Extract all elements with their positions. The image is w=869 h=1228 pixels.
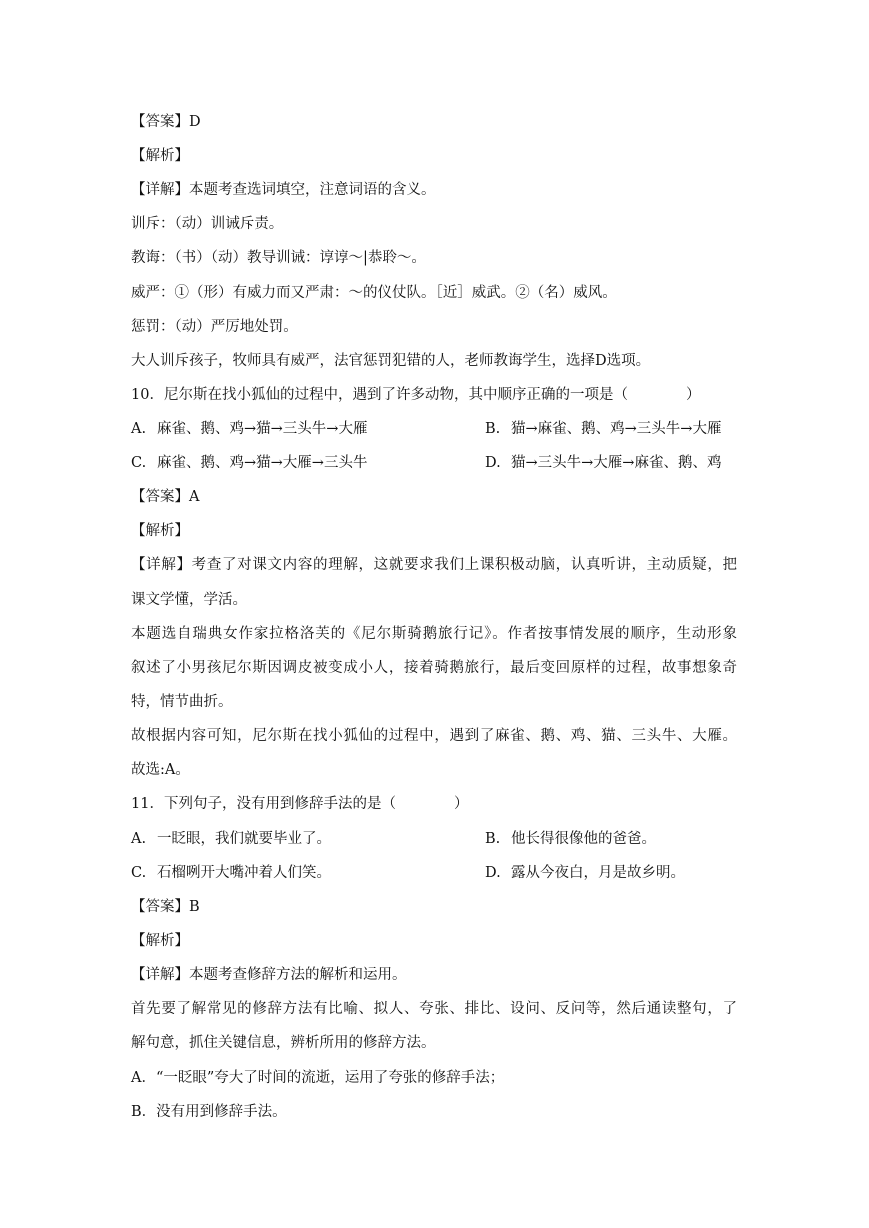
definition-line: 威严：①（形）有威力而又严肃：～的仪仗队。［近］威武。②（名）威风。 [131, 285, 617, 301]
option-label: A. [131, 421, 147, 437]
answer-line: 【答案】A [131, 489, 200, 505]
option-text: 麻雀、鹅、鸡→猫→大雁→三头牛 [157, 455, 368, 471]
detail-line: A．“一眨眼”夸大了时间的流逝，运用了夸张的修辞手法； [131, 1070, 505, 1086]
option-label: A. [131, 831, 147, 847]
q10-option-b [485, 419, 721, 439]
option-text: 一眨眼，我们就要毕业了。 [157, 831, 331, 847]
option-text: 他长得很像他的爸爸。 [511, 831, 656, 847]
detail-line: 故根据内容可知，尼尔斯在找小狐仙的过程中，遇到了麻雀、鹅、鸡、猫、三头牛、大雁。 [131, 728, 737, 744]
detail-line: 首先要了解常见的修辞方法有比喻、拟人、夸张、排比、设问、反问等，然后通读整句，了 [131, 1001, 737, 1017]
detail-line: 特，情节曲折。 [131, 694, 233, 710]
detail-line: 叙述了小男孩尼尔斯因调皮被变成小人，接着骑鹅旅行，最后变回原样的过程，故事想象奇 [131, 660, 737, 676]
analysis-heading: 【解析】 [131, 933, 189, 949]
detail-line: B．没有用到修辞手法。 [131, 1104, 287, 1120]
choice-line: 故选:A。 [131, 762, 190, 778]
detail-line: 课文学懂，学活。 [131, 592, 247, 608]
option-text: 猫→三头牛→大雁→麻雀、鹅、鸡 [511, 455, 722, 471]
option-label: C. [131, 865, 147, 881]
option-label: D. [485, 455, 501, 471]
conclusion-line: 大人训斥孩子，牧师具有威严，法官惩罚犯错的人，老师教诲学生，选择D选项。 [131, 353, 651, 369]
detail-line: 【详解】本题考查选词填空，注意词语的含义。 [131, 182, 436, 198]
option-label: C. [131, 455, 147, 471]
option-label: B. [485, 421, 501, 437]
option-label: B. [485, 831, 501, 847]
definition-line: 惩罚：（动）严厉地处罚。 [131, 319, 298, 335]
definition-line: 教诲：（书）（动）教导训诫：谆谆～|恭聆～。 [131, 250, 426, 266]
q11-option-d [485, 863, 685, 883]
q10-option-c [131, 453, 367, 473]
q11-option-b [485, 829, 656, 849]
detail-line: 【详解】考查了对课文内容的理解，这就要求我们上课积极动脑，认真听讲，主动质疑，把 [131, 557, 737, 573]
q10-option-d [485, 453, 721, 473]
answer-line: 【答案】D [131, 114, 201, 130]
analysis-heading: 【解析】 [131, 148, 189, 164]
q11-option-c [131, 863, 331, 883]
answer-line: 【答案】B [131, 899, 200, 915]
option-text: 露从今夜白，月是故乡明。 [511, 865, 685, 881]
detail-line: 解句意，抓住关键信息，辨析所用的修辞方法。 [131, 1035, 436, 1051]
option-text: 麻雀、鹅、鸡→猫→三头牛→大雁 [157, 421, 368, 437]
option-text: 猫→麻雀、鹅、鸡→三头牛→大雁 [511, 421, 722, 437]
option-text: 石榴咧开大嘴冲着人们笑。 [157, 865, 331, 881]
detail-line: 本题选自瑞典女作家拉格洛芙的《尼尔斯骑鹅旅行记》。作者按事情发展的顺序，生动形象 [131, 626, 737, 642]
detail-line: 【详解】本题考查修辞方法的解析和运用。 [131, 967, 407, 983]
question-10: 10．尼尔斯在找小狐仙的过程中，遇到了许多动物，其中顺序正确的一项是（ ） [131, 387, 701, 403]
q11-option-a [131, 829, 331, 849]
option-label: D. [485, 865, 501, 881]
question-11: 11．下列句子，没有用到修辞手法的是（ ） [131, 796, 469, 812]
q10-option-a [131, 419, 367, 439]
analysis-heading: 【解析】 [131, 523, 189, 539]
definition-line: 训斥：（动）训诫斥责。 [131, 216, 284, 232]
